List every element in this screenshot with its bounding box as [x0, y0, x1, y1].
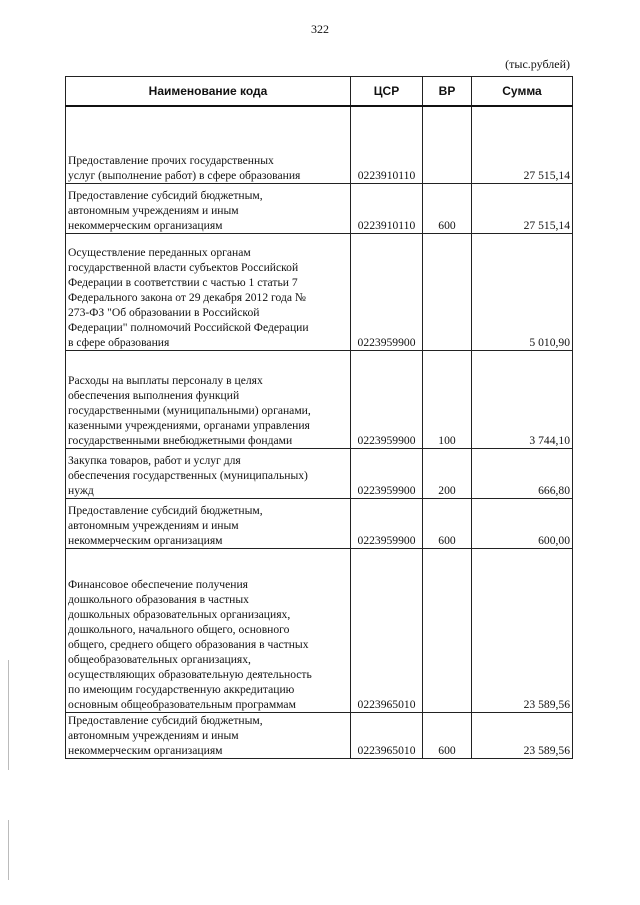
row-csr: 0223910110: [351, 183, 423, 233]
row-csr: 0223965010: [351, 712, 423, 758]
row-vr: 600: [423, 498, 472, 548]
row-name: Финансовое обеспечение получения дошкольного образования в частных дошкольных образовательных организациях, дошкольного, начального общего, основного общего, среднего общего образования в частных общеобразовательных организациях, осуществляющих образовательную деятельность по имеющим государственную аккредитацию основным общеобразовательным программам: [66, 548, 351, 712]
table-row: [66, 712, 573, 758]
header-csr: ЦСР: [351, 77, 423, 107]
row-name: Расходы на выплаты персоналу в целях обеспечения выполнения функций государственными (муниципальными) органами, казенными учреждениями, органами управления государственными внебюджетными фондами: [66, 350, 351, 448]
budget-table: [65, 76, 573, 759]
row-name: Предоставление субсидий бюджетным, автономным учреждениям и иным некоммерческим организациям: [66, 712, 351, 758]
table-row: [66, 233, 573, 350]
row-sum: 5 010,90: [472, 233, 573, 350]
row-csr: 0223959900: [351, 350, 423, 448]
row-vr: [423, 106, 472, 183]
row-name: Предоставление субсидий бюджетным, автономным учреждениям и иным некоммерческим организациям: [66, 498, 351, 548]
row-sum: 27 515,14: [472, 106, 573, 183]
table-row: [66, 498, 573, 548]
row-vr: 600: [423, 183, 472, 233]
row-sum: 600,00: [472, 498, 573, 548]
row-sum: 3 744,10: [472, 350, 573, 448]
table-row: [66, 183, 573, 233]
table-row: [66, 548, 573, 712]
table-row: [66, 106, 573, 183]
row-sum: 666,80: [472, 448, 573, 498]
row-csr: 0223965010: [351, 548, 423, 712]
table-row: [66, 448, 573, 498]
row-sum: 23 589,56: [472, 712, 573, 758]
row-name: Предоставление субсидий бюджетным, автономным учреждениям и иным некоммерческим организациям: [66, 183, 351, 233]
units-label: (тыс.рублей): [505, 57, 570, 71]
row-vr: 600: [423, 712, 472, 758]
header-sum: Сумма: [472, 77, 573, 107]
row-csr: 0223959900: [351, 448, 423, 498]
row-vr: 200: [423, 448, 472, 498]
row-sum: 27 515,14: [472, 183, 573, 233]
row-vr: [423, 233, 472, 350]
table-row: [66, 350, 573, 448]
row-csr: 0223959900: [351, 233, 423, 350]
row-sum: 23 589,56: [472, 548, 573, 712]
scan-margin-mark: [8, 820, 9, 880]
row-csr: 0223959900: [351, 498, 423, 548]
table-header-row: [66, 77, 573, 107]
scan-margin-mark: [8, 660, 9, 770]
header-vr: ВР: [423, 77, 472, 107]
row-name: Осуществление переданных органам государственной власти субъектов Российской Федерации в соответствии с частью 1 статьи 7 Федерального закона от 29 декабря 2012 года № 273-ФЗ "Об образовании в Российской Федерации" полномочий Российской Федерации в сфере образования: [66, 233, 351, 350]
row-vr: 100: [423, 350, 472, 448]
page-number: 322: [311, 22, 329, 36]
header-name: Наименование кода: [66, 77, 351, 107]
row-name: Предоставление прочих государственных услуг (выполнение работ) в сфере образования: [66, 106, 351, 183]
row-csr: 0223910110: [351, 106, 423, 183]
row-name: Закупка товаров, работ и услуг для обеспечения государственных (муниципальных) нужд: [66, 448, 351, 498]
row-vr: [423, 548, 472, 712]
